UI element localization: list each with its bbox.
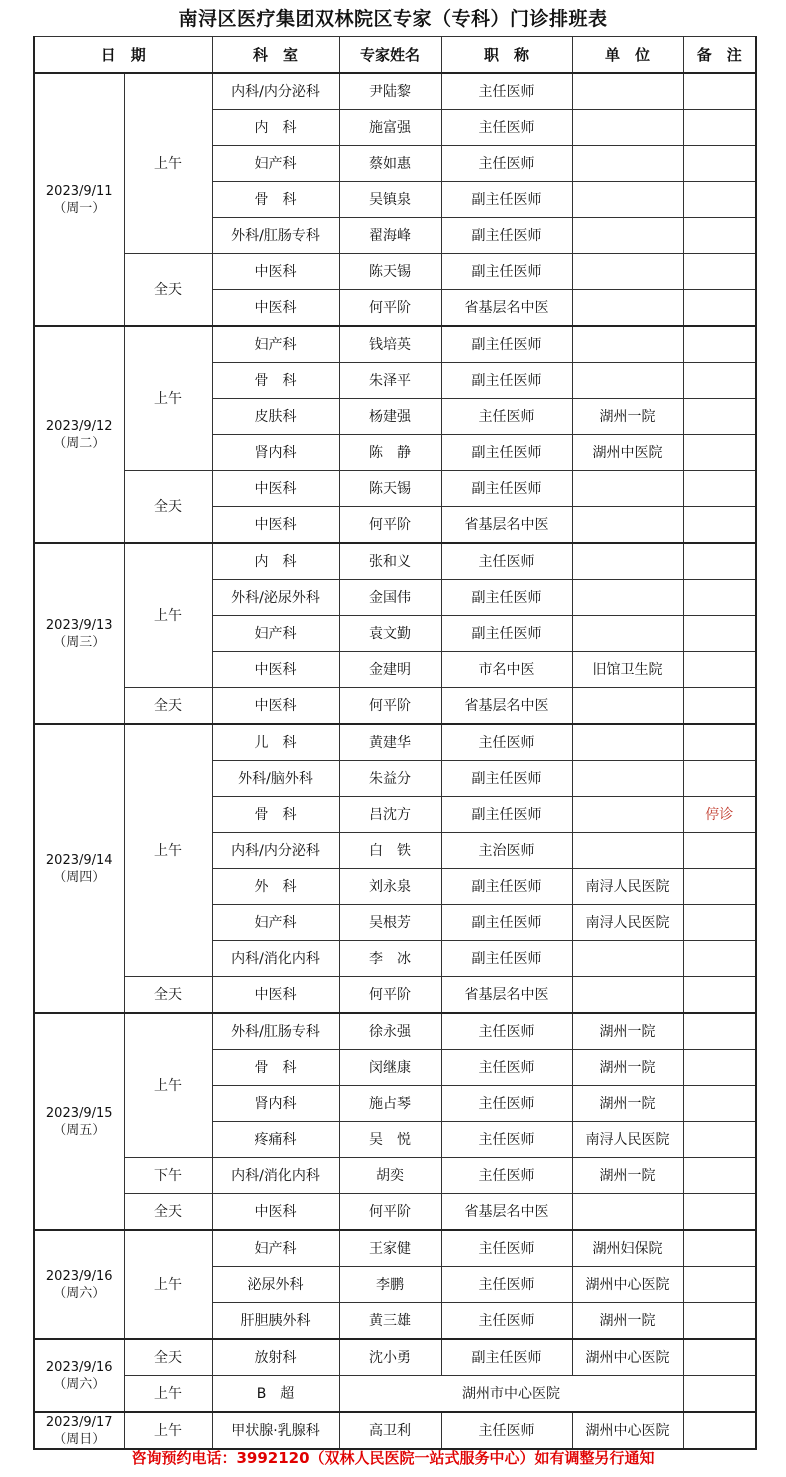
dept-cell: 放射科: [212, 1339, 339, 1376]
unit-cell: [572, 110, 683, 146]
title-cell: 主任医师: [441, 1050, 572, 1086]
dept-cell: 中医科: [212, 507, 339, 544]
weekday-text: （周五）: [53, 1122, 106, 1138]
dept-cell: 中医科: [212, 471, 339, 507]
note-cell: [683, 1086, 756, 1122]
unit-cell: 南浔人民医院: [572, 869, 683, 905]
unit-cell: 湖州一院: [572, 1050, 683, 1086]
title-cell: 主任医师: [441, 1013, 572, 1050]
dept-cell: 骨 科: [212, 1050, 339, 1086]
schedule-body: [34, 73, 756, 1449]
dept-cell: 骨 科: [212, 797, 339, 833]
date-cell: [34, 73, 124, 326]
dept-cell: 骨 科: [212, 363, 339, 399]
date-cell: [34, 1339, 124, 1412]
date-text: 2023/9/11: [45, 183, 113, 199]
dept-cell: 肾内科: [212, 435, 339, 471]
unit-cell: [572, 326, 683, 363]
date-cell: [34, 1230, 124, 1339]
dept-cell: 肝胆胰外科: [212, 1303, 339, 1340]
unit-cell: [572, 797, 683, 833]
weekday-text: （周三）: [53, 634, 106, 650]
dept-cell: 肾内科: [212, 1086, 339, 1122]
expert-name-cell: 胡奕: [339, 1158, 441, 1194]
unit-cell: [572, 543, 683, 580]
expert-name-cell: 何平阶: [339, 977, 441, 1014]
note-cell: [683, 977, 756, 1014]
period-cell: 上午: [124, 1376, 212, 1413]
date-text: 2023/9/12: [45, 418, 113, 434]
unit-cell: [572, 182, 683, 218]
date-text: 2023/9/14: [45, 852, 113, 868]
dept-cell: 中医科: [212, 1194, 339, 1231]
date-text: 2023/9/17: [45, 1414, 113, 1430]
expert-name-cell: 吴根芳: [339, 905, 441, 941]
title-cell: 主任医师: [441, 1267, 572, 1303]
dept-cell: 泌尿外科: [212, 1267, 339, 1303]
period-cell: 上午: [124, 1230, 212, 1339]
period-cell: 上午: [124, 1412, 212, 1449]
weekday-text: （周二）: [53, 435, 106, 451]
dept-cell: 骨 科: [212, 182, 339, 218]
title-cell: 副主任医师: [441, 218, 572, 254]
weekday-text: （周日）: [53, 1431, 106, 1447]
expert-name-cell: 张和义: [339, 543, 441, 580]
dept-cell: 中医科: [212, 254, 339, 290]
expert-name-cell: 陈天锡: [339, 254, 441, 290]
expert-name-cell: 朱泽平: [339, 363, 441, 399]
note-cell: [683, 146, 756, 182]
expert-name-cell: 吕沈方: [339, 797, 441, 833]
note-cell: [683, 1376, 756, 1413]
period-cell: 上午: [124, 73, 212, 254]
expert-name-cell: 李鹏: [339, 1267, 441, 1303]
table-row: [34, 1230, 756, 1267]
title-cell: 副主任医师: [441, 182, 572, 218]
header-note: 备 注: [683, 37, 756, 74]
dept-cell: 妇产科: [212, 326, 339, 363]
title-cell: 主治医师: [441, 833, 572, 869]
unit-cell: [572, 254, 683, 290]
expert-name-cell: 施富强: [339, 110, 441, 146]
unit-cell: 湖州中心医院: [572, 1267, 683, 1303]
title-cell: 省基层名中医: [441, 688, 572, 725]
unit-cell: 湖州中心医院: [572, 1339, 683, 1376]
period-cell: 全天: [124, 977, 212, 1014]
note-cell: [683, 471, 756, 507]
dept-cell: 皮肤科: [212, 399, 339, 435]
table-row: [34, 1194, 756, 1231]
note-cell: [683, 1158, 756, 1194]
title-cell: 主任医师: [441, 724, 572, 761]
unit-cell: 湖州中医院: [572, 435, 683, 471]
title-cell: 主任医师: [441, 1086, 572, 1122]
schedule-table: [33, 36, 757, 1450]
unit-cell: 湖州一院: [572, 1013, 683, 1050]
dept-cell: 中医科: [212, 977, 339, 1014]
expert-name-cell: 黄建华: [339, 724, 441, 761]
note-cell: [683, 1013, 756, 1050]
note-cell: [683, 869, 756, 905]
dept-cell: 中医科: [212, 688, 339, 725]
title-cell: 主任医师: [441, 543, 572, 580]
unit-cell: [572, 290, 683, 327]
unit-cell: [572, 977, 683, 1014]
dept-cell: 外 科: [212, 869, 339, 905]
note-cell: [683, 218, 756, 254]
unit-cell: 湖州一院: [572, 1086, 683, 1122]
title-cell: 市名中医: [441, 652, 572, 688]
unit-cell: [572, 761, 683, 797]
expert-name-cell: 沈小勇: [339, 1339, 441, 1376]
note-cell: [683, 905, 756, 941]
note-cell: [683, 1194, 756, 1231]
title-cell: 主任医师: [441, 1412, 572, 1449]
table-row: [34, 1339, 756, 1376]
title-cell: 副主任医师: [441, 254, 572, 290]
expert-name-cell: 闵继康: [339, 1050, 441, 1086]
title-cell: 副主任医师: [441, 1339, 572, 1376]
expert-name-cell: 刘永泉: [339, 869, 441, 905]
expert-name-cell: 何平阶: [339, 290, 441, 327]
unit-cell: 湖州妇保院: [572, 1230, 683, 1267]
date-text: 2023/9/16: [45, 1268, 113, 1284]
note-cell: [683, 1339, 756, 1376]
expert-name-cell: 何平阶: [339, 688, 441, 725]
unit-cell: [572, 688, 683, 725]
dept-cell: 妇产科: [212, 146, 339, 182]
title-cell: 副主任医师: [441, 580, 572, 616]
note-cell: [683, 110, 756, 146]
expert-name-cell: 朱益分: [339, 761, 441, 797]
title-cell: 主任医师: [441, 1303, 572, 1340]
dept-cell: 内 科: [212, 110, 339, 146]
dept-cell: 内科/消化内科: [212, 941, 339, 977]
expert-name-cell: 李 冰: [339, 941, 441, 977]
expert-name-cell: 白 铁: [339, 833, 441, 869]
dept-cell: 内科/内分泌科: [212, 73, 339, 110]
title-cell: 副主任医师: [441, 905, 572, 941]
title-cell: 省基层名中医: [441, 977, 572, 1014]
period-cell: 全天: [124, 254, 212, 327]
expert-name-cell: 何平阶: [339, 507, 441, 544]
table-row: [34, 1013, 756, 1050]
dept-cell: 儿 科: [212, 724, 339, 761]
period-cell: 全天: [124, 688, 212, 725]
table-row: [34, 688, 756, 725]
title-cell: 主任医师: [441, 73, 572, 110]
period-cell: 上午: [124, 326, 212, 471]
note-cell: [683, 616, 756, 652]
header-row: [34, 37, 756, 74]
merged-cell: 湖州市中心医院: [339, 1376, 683, 1413]
note-cell: [683, 833, 756, 869]
title-cell: 副主任医师: [441, 435, 572, 471]
note-cell: [683, 326, 756, 363]
date-cell: [34, 724, 124, 1013]
header-unit: 单 位: [572, 37, 683, 74]
dept-cell: 外科/泌尿外科: [212, 580, 339, 616]
unit-cell: [572, 507, 683, 544]
note-cell: [683, 507, 756, 544]
unit-cell: [572, 471, 683, 507]
expert-name-cell: 金建明: [339, 652, 441, 688]
period-cell: 全天: [124, 1194, 212, 1231]
dept-cell: 妇产科: [212, 1230, 339, 1267]
note-cell: [683, 688, 756, 725]
expert-name-cell: 吴镇泉: [339, 182, 441, 218]
unit-cell: 南浔人民医院: [572, 905, 683, 941]
date-cell: [34, 543, 124, 724]
weekday-text: （周四）: [53, 869, 106, 885]
table-row: [34, 73, 756, 110]
period-cell: 上午: [124, 543, 212, 688]
dept-cell: 外科/肛肠专科: [212, 1013, 339, 1050]
period-cell: 下午: [124, 1158, 212, 1194]
weekday-text: （周一）: [53, 200, 106, 216]
dept-cell: 外科/肛肠专科: [212, 218, 339, 254]
expert-name-cell: 钱培英: [339, 326, 441, 363]
period-cell: 上午: [124, 724, 212, 977]
unit-cell: [572, 73, 683, 110]
expert-name-cell: 何平阶: [339, 1194, 441, 1231]
table-row: [34, 543, 756, 580]
header-title: 职 称: [441, 37, 572, 74]
table-row: [34, 977, 756, 1014]
note-cell: [683, 1050, 756, 1086]
note-cell: [683, 254, 756, 290]
unit-cell: [572, 146, 683, 182]
dept-cell: 中医科: [212, 652, 339, 688]
note-cell: [683, 761, 756, 797]
expert-name-cell: 高卫利: [339, 1412, 441, 1449]
title-cell: 副主任医师: [441, 797, 572, 833]
note-cell: [683, 290, 756, 327]
table-row: [34, 254, 756, 290]
dept-cell: B 超: [212, 1376, 339, 1413]
dept-cell: 内科/内分泌科: [212, 833, 339, 869]
unit-cell: 湖州一院: [572, 1303, 683, 1340]
unit-cell: [572, 833, 683, 869]
title-cell: 副主任医师: [441, 363, 572, 399]
weekday-text: （周六）: [53, 1376, 106, 1392]
expert-name-cell: 吴 悦: [339, 1122, 441, 1158]
title-cell: 副主任医师: [441, 941, 572, 977]
unit-cell: [572, 1194, 683, 1231]
expert-name-cell: 王家健: [339, 1230, 441, 1267]
expert-name-cell: 黄三雄: [339, 1303, 441, 1340]
table-row: [34, 326, 756, 363]
expert-name-cell: 尹陆黎: [339, 73, 441, 110]
note-cell: [683, 652, 756, 688]
date-text: 2023/9/16: [45, 1359, 113, 1375]
title-cell: 主任医师: [441, 399, 572, 435]
date-text: 2023/9/13: [45, 617, 113, 633]
table-row: [34, 1376, 756, 1413]
unit-cell: 湖州一院: [572, 1158, 683, 1194]
header-date: 日 期: [34, 37, 212, 74]
period-cell: 上午: [124, 1013, 212, 1158]
page-title: 南浔区医疗集团双林院区专家（专科）门诊排班表: [178, 8, 608, 30]
header-expert: 专家姓名: [339, 37, 441, 74]
title-cell: 副主任医师: [441, 326, 572, 363]
title-cell: 省基层名中医: [441, 1194, 572, 1231]
unit-cell: [572, 218, 683, 254]
unit-cell: 旧馆卫生院: [572, 652, 683, 688]
title-cell: 主任医师: [441, 146, 572, 182]
dept-cell: 内 科: [212, 543, 339, 580]
title-cell: 副主任医师: [441, 616, 572, 652]
period-cell: 全天: [124, 1339, 212, 1376]
title-cell: 省基层名中医: [441, 290, 572, 327]
dept-cell: 内科/消化内科: [212, 1158, 339, 1194]
unit-cell: 湖州一院: [572, 399, 683, 435]
title-cell: 主任医师: [441, 110, 572, 146]
expert-name-cell: 杨建强: [339, 399, 441, 435]
note-cell: [683, 73, 756, 110]
date-cell: [34, 326, 124, 543]
note-cell: [683, 941, 756, 977]
period-cell: 全天: [124, 471, 212, 544]
unit-cell: [572, 363, 683, 399]
expert-name-cell: 翟海峰: [339, 218, 441, 254]
dept-cell: 外科/脑外科: [212, 761, 339, 797]
unit-cell: [572, 941, 683, 977]
expert-name-cell: 蔡如惠: [339, 146, 441, 182]
title-cell: 省基层名中医: [441, 507, 572, 544]
expert-name-cell: 陈天锡: [339, 471, 441, 507]
note-cell: [683, 543, 756, 580]
unit-cell: [572, 724, 683, 761]
note-cell: [683, 435, 756, 471]
note-cell: [683, 724, 756, 761]
title-cell: 副主任医师: [441, 761, 572, 797]
dept-cell: 中医科: [212, 290, 339, 327]
header-dept: 科 室: [212, 37, 339, 74]
table-row: [34, 724, 756, 761]
dept-cell: 疼痛科: [212, 1122, 339, 1158]
weekday-text: （周六）: [53, 1285, 106, 1301]
footer-notice: 咨询预约电话：3992120（双林人民医院一站式服务中心）如有调整另行通知: [131, 1449, 655, 1467]
expert-name-cell: 徐永强: [339, 1013, 441, 1050]
expert-name-cell: 金国伟: [339, 580, 441, 616]
title-cell: 副主任医师: [441, 869, 572, 905]
title-cell: 主任医师: [441, 1122, 572, 1158]
date-text: 2023/9/15: [45, 1105, 113, 1121]
note-cell: [683, 1267, 756, 1303]
unit-cell: 湖州中心医院: [572, 1412, 683, 1449]
expert-name-cell: 施占琴: [339, 1086, 441, 1122]
unit-cell: [572, 616, 683, 652]
title-cell: 主任医师: [441, 1230, 572, 1267]
date-cell: [34, 1013, 124, 1230]
dept-cell: 妇产科: [212, 616, 339, 652]
table-row: [34, 471, 756, 507]
note-cell: [683, 399, 756, 435]
note-cell: [683, 1230, 756, 1267]
unit-cell: [572, 580, 683, 616]
table-row: [34, 1158, 756, 1194]
note-cell: [683, 1122, 756, 1158]
dept-cell: 妇产科: [212, 905, 339, 941]
note-cell: [683, 1303, 756, 1340]
title-cell: 副主任医师: [441, 471, 572, 507]
note-cell: 停诊: [683, 797, 756, 833]
note-cell: [683, 363, 756, 399]
expert-name-cell: 陈 静: [339, 435, 441, 471]
expert-name-cell: 袁文勤: [339, 616, 441, 652]
title-cell: 主任医师: [441, 1158, 572, 1194]
note-cell: [683, 580, 756, 616]
note-cell: [683, 182, 756, 218]
unit-cell: 南浔人民医院: [572, 1122, 683, 1158]
dept-cell: 甲状腺·乳腺科: [212, 1412, 339, 1449]
